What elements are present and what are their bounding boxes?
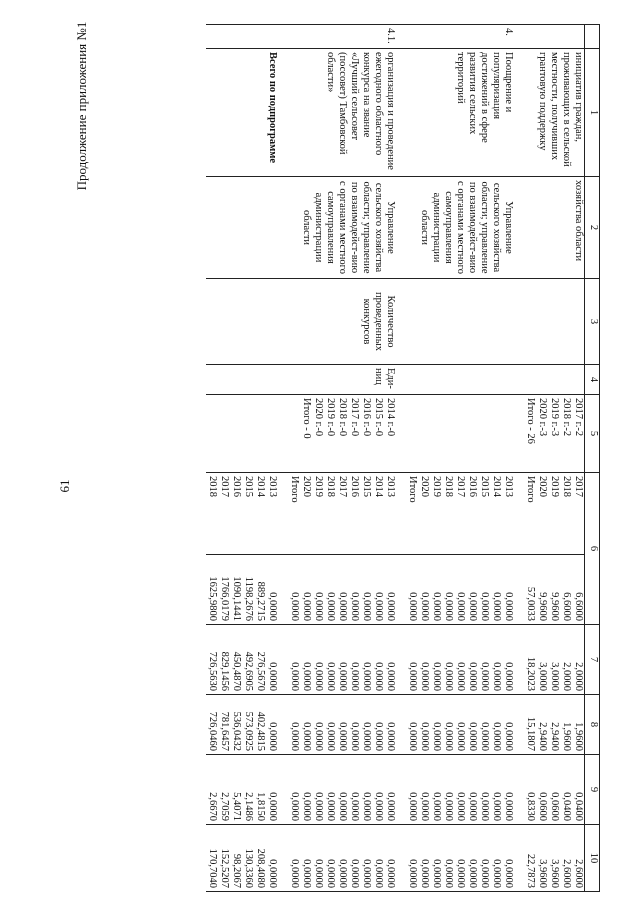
cell-line: 0,0000: [467, 859, 478, 888]
cell-line: 0,0000: [503, 859, 514, 888]
cell-targets: [206, 395, 278, 473]
spacer-row: [278, 25, 288, 892]
cell-line: 0,0000: [503, 592, 514, 621]
cell-line: 0,0000: [301, 792, 312, 821]
cell-line: 2020 г.-0: [313, 398, 324, 437]
cell-line: 450,4870: [231, 651, 242, 691]
cell-line: 2019: [549, 476, 560, 497]
rotated-table-area: [112, 24, 600, 892]
cell-line: 208,4080: [255, 848, 266, 888]
cell-line: 0,0000: [503, 722, 514, 751]
cell-line: 2,0000: [561, 662, 572, 691]
cell-line: 0,0000: [373, 792, 384, 821]
cell-line: 0,0000: [419, 792, 430, 821]
cell-line: 2013: [267, 476, 278, 497]
cell-indicator: Количество проведенных конкурсов: [288, 279, 396, 365]
cell-line: 0,0000: [337, 792, 348, 821]
cell-line: 0,0000: [491, 722, 502, 751]
cell-line: 15,1807: [525, 716, 536, 751]
cell-line: 2017: [337, 476, 348, 497]
cell-line: 0,0000: [337, 662, 348, 691]
cell-line: 0,0000: [467, 792, 478, 821]
cell-indicator: [406, 279, 514, 365]
cell-line: 2018: [325, 476, 336, 497]
cell-line: 0,0000: [267, 859, 278, 888]
cell-line: 0,0000: [301, 722, 312, 751]
cell-line: 1,9600: [573, 722, 584, 751]
cell-line: 2,7059: [219, 792, 230, 821]
cell-line: 0,0000: [407, 722, 418, 751]
header-col-9: 9: [585, 755, 600, 825]
cell-line: 0,0000: [349, 792, 360, 821]
cell-local: [288, 755, 396, 825]
cell-line: 0,0000: [385, 792, 396, 821]
cell-line: 0,0000: [373, 859, 384, 888]
cell-years: [206, 473, 278, 555]
cell-line: 0,0000: [503, 792, 514, 821]
cell-line: 0,0000: [491, 859, 502, 888]
cell-line: 2016: [231, 476, 242, 497]
cell-unit: [206, 365, 278, 395]
cell-line: 2014: [255, 476, 266, 497]
cell-unit: [406, 365, 514, 395]
cell-line: 0,0000: [289, 592, 300, 621]
cell-line: 3,0000: [549, 662, 560, 691]
cell-line: 0,0000: [455, 662, 466, 691]
cell-total: [524, 555, 585, 625]
cell-activity: инициатив граждан, проживающих в сельской местности, получивших грантовую поддержку: [524, 49, 585, 177]
cell-line: 0,0000: [349, 859, 360, 888]
cell-indicator: [206, 279, 278, 365]
cell-line: 22,7873: [525, 853, 536, 888]
cell-line: 152,5207: [219, 848, 230, 888]
cell-line: 0,0000: [491, 592, 502, 621]
table-row-4-1: [288, 25, 396, 892]
cell-targets: [524, 395, 585, 473]
cell-line: Итого: [525, 476, 536, 503]
cell-line: 0,0000: [443, 592, 454, 621]
cell-line: 2015: [479, 476, 490, 497]
cell-line: 2020 г.-3: [537, 398, 548, 437]
cell-line: 0,0000: [455, 792, 466, 821]
cell-line: 726,5630: [207, 651, 218, 691]
cell-line: 0,0000: [431, 859, 442, 888]
header-col-6: 6: [585, 473, 600, 625]
table-row-initiative: [524, 25, 585, 892]
cell-line: 0,0000: [313, 662, 324, 691]
cell-line: 276,5670: [255, 651, 266, 691]
cell-line: 0,0000: [443, 662, 454, 691]
cell-line: 0,0000: [443, 859, 454, 888]
cell-years: [288, 473, 396, 555]
cell-line: 0,0000: [419, 859, 430, 888]
cell-line: 0,0000: [407, 662, 418, 691]
header-col-4: 4: [585, 365, 600, 395]
cell-regional: [524, 695, 585, 755]
cell-line: 0,0000: [385, 592, 396, 621]
cell-activity: Поощрение и популяризация достижений в сфере развития сельских территорий: [406, 49, 514, 177]
cell-local: [524, 755, 585, 825]
cell-line: 0,0000: [467, 662, 478, 691]
header-row: [585, 25, 600, 892]
cell-line: 0,0000: [301, 592, 312, 621]
cell-years: [406, 473, 514, 555]
cell-line: 0,0000: [431, 722, 442, 751]
cell-federal: [524, 625, 585, 695]
cell-line: 98,2067: [231, 853, 242, 888]
cell-line: 0,0000: [325, 662, 336, 691]
cell-responsible: Управление сельского хозяйства области; управление по взаимодейст-вию с органами местного самоуправления администрации области: [406, 177, 514, 279]
cell-line: 0,0400: [573, 792, 584, 821]
cell-line: 573,0925: [243, 711, 254, 751]
cell-line: 0,0000: [289, 662, 300, 691]
cell-line: 0,0000: [361, 722, 372, 751]
cell-line: 1090,1441: [231, 576, 242, 621]
cell-line: 0,0000: [467, 592, 478, 621]
cell-line: 0,0000: [407, 592, 418, 621]
cell-extra: [406, 825, 514, 892]
cell-line: 781,6457: [219, 711, 230, 751]
cell-targets: [406, 395, 514, 473]
header-num: [585, 25, 600, 49]
cell-line: 2015 г.-0: [373, 398, 384, 437]
cell-line: 1198,2676: [243, 576, 254, 621]
cell-line: 0,0000: [349, 662, 360, 691]
page-number: 61: [57, 479, 72, 493]
cell-indicator: [524, 279, 585, 365]
cell-extra: [288, 825, 396, 892]
cell-line: 0,0000: [373, 722, 384, 751]
cell-line: 5,4071: [231, 792, 242, 821]
cell-line: 2017: [219, 476, 230, 497]
cell-line: 0,0000: [337, 592, 348, 621]
cell-federal: [288, 625, 396, 695]
cell-line: 2017 г.-0: [349, 398, 360, 437]
cell-line: 0,0000: [361, 859, 372, 888]
cell-line: 0,0000: [407, 859, 418, 888]
cell-line: 2017 г.-2: [573, 398, 584, 437]
cell-line: 0,0000: [325, 859, 336, 888]
cell-line: 1625,9800: [207, 576, 218, 621]
cell-line: 0,0000: [337, 722, 348, 751]
cell-num: 4.: [406, 25, 514, 49]
cell-line: 0,0000: [325, 592, 336, 621]
cell-line: 2017: [573, 476, 584, 497]
cell-line: 0,0000: [455, 859, 466, 888]
cell-line: 2,6670: [207, 792, 218, 821]
cell-line: 0,0000: [289, 859, 300, 888]
cell-line: 0,0600: [537, 792, 548, 821]
cell-line: 0,0000: [267, 792, 278, 821]
cell-line: 889,2715: [255, 581, 266, 621]
header-col-5: 5: [585, 395, 600, 473]
cell-line: Итого - 26: [525, 398, 536, 444]
cell-line: 0,0000: [431, 662, 442, 691]
cell-line: 2018 г.-0: [337, 398, 348, 437]
cell-unit: [524, 365, 585, 395]
cell-total: [406, 555, 514, 625]
cell-num: [206, 25, 278, 49]
cell-line: 2020: [301, 476, 312, 497]
cell-line: 0,0000: [301, 859, 312, 888]
cell-regional: [406, 695, 514, 755]
cell-line: 18,2023: [525, 656, 536, 691]
cell-line: 6,6000: [561, 592, 572, 621]
cell-num: 4.1.: [288, 25, 396, 49]
cell-line: 2013: [503, 476, 514, 497]
cell-line: 2016 г.-0: [361, 398, 372, 437]
cell-line: 0,0000: [479, 722, 490, 751]
header-col-3: 3: [585, 279, 600, 365]
cell-line: 0,0000: [419, 592, 430, 621]
cell-local: [406, 755, 514, 825]
cell-line: 0,0000: [313, 859, 324, 888]
cell-line: 0,0000: [419, 722, 430, 751]
cell-responsible: хозяйства области: [524, 177, 585, 279]
cell-line: 0,0000: [479, 859, 490, 888]
cell-line: 0,0000: [443, 722, 454, 751]
cell-line: 2016: [467, 476, 478, 497]
cell-line: 0,0000: [455, 722, 466, 751]
cell-line: 0,8330: [525, 792, 536, 821]
cell-line: 0,0000: [385, 662, 396, 691]
cell-line: 2,6000: [573, 859, 584, 888]
cell-line: 3,9600: [549, 859, 560, 888]
cell-line: 0,0000: [479, 592, 490, 621]
cell-line: 0,0000: [337, 859, 348, 888]
cell-line: 0,0000: [491, 662, 502, 691]
cell-line: 2013: [385, 476, 396, 497]
cell-line: 9,9600: [549, 592, 560, 621]
cell-regional: [288, 695, 396, 755]
cell-line: 0,0000: [455, 592, 466, 621]
cell-line: 0,0000: [385, 722, 396, 751]
cell-line: 1,9600: [561, 722, 572, 751]
cell-federal: [206, 625, 278, 695]
cell-num: [524, 25, 585, 49]
cell-line: 536,0432: [231, 711, 242, 751]
cell-line: 0,0000: [313, 592, 324, 621]
cell-line: 2020: [537, 476, 548, 497]
cell-total: [288, 555, 396, 625]
cell-line: 9,9600: [537, 592, 548, 621]
cell-line: 3,0000: [537, 662, 548, 691]
cell-targets: [288, 395, 396, 473]
cell-line: 2019 г.-3: [549, 398, 560, 437]
cell-unit: Еди-ниц: [288, 365, 396, 395]
cell-activity: Всего по подпрограмме: [206, 49, 278, 177]
cell-line: 0,0600: [549, 792, 560, 821]
cell-line: 0,0000: [503, 662, 514, 691]
cell-line: 2019: [313, 476, 324, 497]
cell-total: [206, 555, 278, 625]
continuation-title: Продолжение приложения №1: [74, 21, 89, 191]
cell-line: 2018: [443, 476, 454, 497]
cell-line: 2019: [431, 476, 442, 497]
cell-line: 2016: [349, 476, 360, 497]
cell-responsible: Управление сельского хозяйства области; управление по взаимодейст-вию с органами местного самоуправления администрации области: [288, 177, 396, 279]
cell-line: 0,0000: [313, 722, 324, 751]
cell-line: 2014 г.-0: [385, 398, 396, 437]
cell-line: 0,0000: [479, 662, 490, 691]
cell-line: 0,0000: [361, 592, 372, 621]
table-row-4: [406, 25, 514, 892]
cell-line: 1766,0179: [219, 576, 230, 621]
cell-line: 2018: [207, 476, 218, 497]
cell-line: 0,0000: [325, 792, 336, 821]
program-table: [206, 24, 600, 892]
cell-line: 1,8150: [255, 792, 266, 821]
cell-line: 2,9400: [549, 722, 560, 751]
cell-responsible: [206, 177, 278, 279]
cell-line: 2015: [243, 476, 254, 497]
header-col-8: 8: [585, 695, 600, 755]
cell-line: 726,0460: [207, 711, 218, 751]
cell-activity: организация и проведение ежегодного областного конкурса на звание «Лучший сельсовет (поссовет) Тамбовской области»: [288, 49, 396, 177]
cell-line: 2020: [419, 476, 430, 497]
cell-federal: [406, 625, 514, 695]
cell-line: 0,0000: [349, 722, 360, 751]
cell-line: 0,0000: [491, 792, 502, 821]
header-col-7: 7: [585, 625, 600, 695]
cell-line: 0,0000: [373, 662, 384, 691]
cell-line: 0,0000: [431, 792, 442, 821]
cell-line: 2015: [361, 476, 372, 497]
cell-line: 2017: [455, 476, 466, 497]
header-col-1: 1: [585, 49, 600, 177]
cell-line: 0,0000: [301, 662, 312, 691]
cell-line: 0,0000: [467, 722, 478, 751]
cell-line: Итого - 0: [301, 398, 312, 439]
cell-line: 2014: [491, 476, 502, 497]
cell-years: [524, 473, 585, 555]
table-row-total: [206, 25, 278, 892]
cell-line: 0,0000: [443, 792, 454, 821]
cell-local: [206, 755, 278, 825]
cell-line: Итого: [407, 476, 418, 503]
cell-line: 0,0000: [419, 662, 430, 691]
cell-line: 0,0000: [431, 592, 442, 621]
cell-line: 0,0400: [561, 792, 572, 821]
cell-line: 0,0000: [361, 792, 372, 821]
cell-line: 0,0000: [361, 662, 372, 691]
cell-regional: [206, 695, 278, 755]
cell-line: 0,0000: [325, 722, 336, 751]
cell-line: 402,4815: [255, 711, 266, 751]
cell-line: 0,0000: [407, 792, 418, 821]
header-col-2: 2: [585, 177, 600, 279]
cell-line: 0,0000: [313, 792, 324, 821]
cell-line: 0,0000: [267, 722, 278, 751]
cell-line: 130,3360: [243, 848, 254, 888]
cell-line: 0,0000: [267, 592, 278, 621]
cell-line: 2,6000: [561, 859, 572, 888]
cell-line: Итого: [289, 476, 300, 503]
cell-line: 0,0000: [373, 592, 384, 621]
spacer-row: [514, 25, 524, 892]
cell-line: 2,1486: [243, 792, 254, 821]
cell-line: 0,0000: [289, 792, 300, 821]
cell-line: 6,6000: [573, 592, 584, 621]
cell-line: 2014: [373, 476, 384, 497]
cell-line: 3,9600: [537, 859, 548, 888]
cell-line: 2,0000: [573, 662, 584, 691]
cell-line: 57,0033: [525, 586, 536, 621]
header-col-10: 10: [585, 825, 600, 892]
cell-line: 0,0000: [267, 662, 278, 691]
cell-line: 492,6905: [243, 651, 254, 691]
cell-line: 0,0000: [385, 859, 396, 888]
cell-line: 2018: [561, 476, 572, 497]
cell-line: 170,7040: [207, 848, 218, 888]
cell-line: 2019 г.-0: [325, 398, 336, 437]
cell-extra: [524, 825, 585, 892]
cell-line: 829,1456: [219, 651, 230, 691]
cell-line: 0,0000: [349, 592, 360, 621]
spacer-row: [396, 25, 406, 892]
cell-line: 2,9400: [537, 722, 548, 751]
cell-line: 0,0000: [289, 722, 300, 751]
cell-line: 0,0000: [479, 792, 490, 821]
cell-line: 2018 г.-2: [561, 398, 572, 437]
cell-extra: [206, 825, 278, 892]
